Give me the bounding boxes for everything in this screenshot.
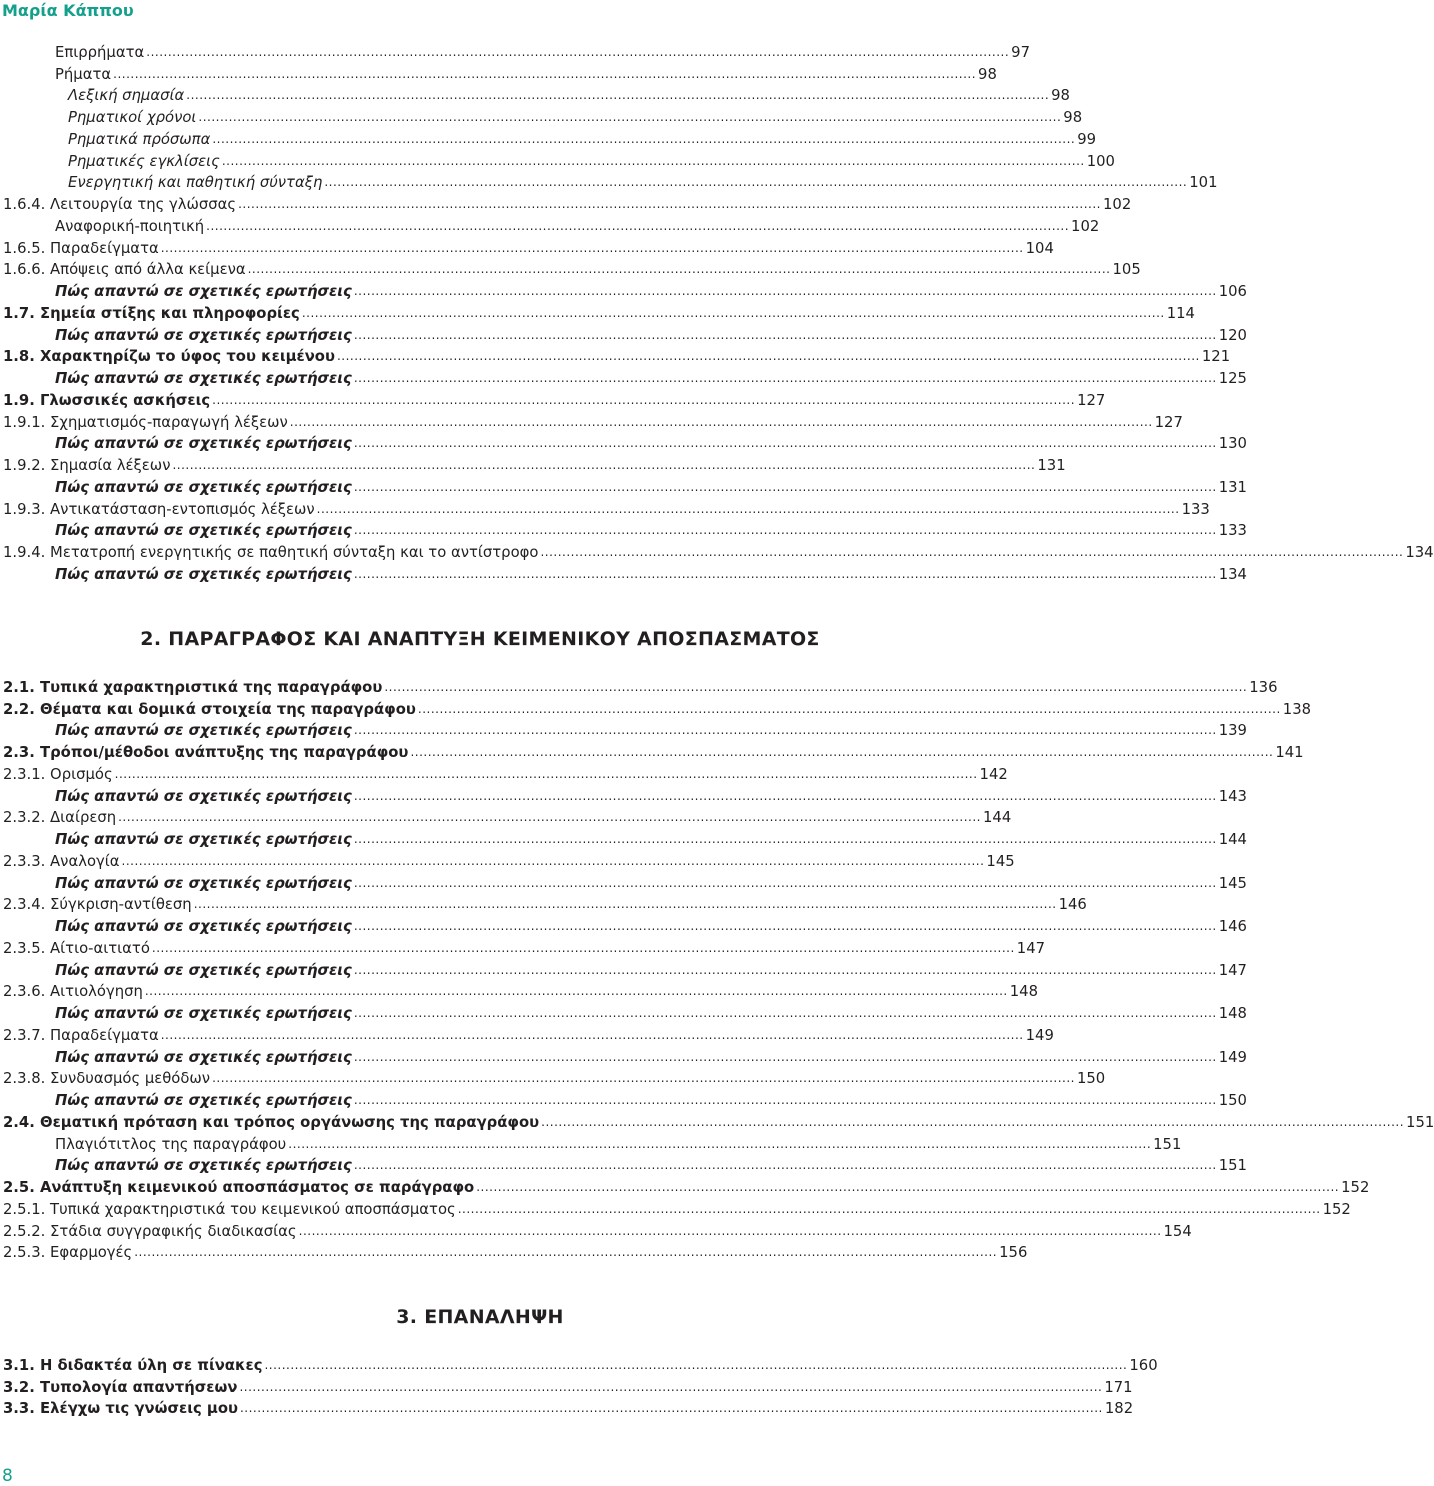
toc-entry[interactable] [0,1047,1247,1069]
toc-entry-page: 136 [1249,678,1278,696]
toc-entry-page: 133 [1218,522,1247,540]
toc-entry[interactable] [0,64,997,86]
toc-entry[interactable] [0,390,1106,412]
toc-leader-dots: ........................................................................................................................................................................................................ [239,1401,1103,1416]
toc-entry-label: Αναφορική-ποιητική [55,217,205,235]
toc-entry-page: 143 [1218,787,1247,805]
toc-entry-label: Πώς απαντώ σε σχετικές ερωτήσεις [55,565,352,583]
toc-entry-page: 152 [1341,1179,1370,1197]
toc-entry-page: 142 [979,765,1008,783]
toc-leader-dots: ........................................................................................................................................................................................................ [160,1027,1024,1042]
section-title-paragraph: 2. ΠΑΡΑΓΡΑΦΟΣ ΚΑΙ ΑΝΑΠΤΥΞΗ ΚΕΙΜΕΝΙΚΟΥ ΑΠΟΣΠΑΣΜΑΤΟΣ [140,628,820,650]
toc-entry[interactable] [0,107,1083,129]
toc-entry[interactable] [0,216,1100,238]
toc-entry-label: Πώς απαντώ σε σχετικές ερωτήσεις [55,831,352,849]
toc-leader-dots: ........................................................................................................................................................................................................ [298,1223,1162,1238]
toc-entry-page: 146 [1058,896,1087,914]
toc-entry-label: Πώς απαντώ σε σχετικές ερωτήσεις [55,1005,352,1023]
toc-leader-dots: ........................................................................................................................................................................................................ [353,327,1217,342]
toc-entry[interactable] [0,1134,1182,1156]
toc-entry-page: 147 [1016,939,1046,957]
toc-entry-page: 149 [1218,1048,1247,1066]
toc-entry[interactable] [0,1177,1370,1199]
toc-entry[interactable] [0,434,1247,456]
toc-entry-label: 2.2. Θέματα και δομικά στοιχεία της παραγράφου [3,700,416,718]
toc-entry-label: Πώς απαντώ σε σχετικές ερωτήσεις [55,918,352,936]
toc-entry-page: 100 [1086,152,1115,170]
toc-entry-page: 133 [1181,500,1210,518]
toc-leader-dots: ........................................................................................................................................................................................................ [264,1357,1128,1372]
toc-leader-dots: ........................................................................................................................................................................................................ [417,701,1281,716]
toc-entry-page: 104 [1025,239,1054,257]
toc-entry[interactable] [0,1221,1192,1243]
toc-entry-label: Πώς απαντώ σε σχετικές ερωτήσεις [55,1157,352,1175]
toc-leader-dots: ........................................................................................................................................................................................................ [301,305,1165,320]
toc-entry-page: 145 [986,852,1015,870]
toc-entry-page: 139 [1218,722,1247,740]
toc-entry[interactable] [0,916,1247,938]
toc-entry[interactable] [0,42,1030,64]
toc-entry[interactable] [0,721,1247,743]
toc-entry[interactable] [0,895,1087,917]
toc-leader-dots: ........................................................................................................................................................................................................ [212,392,1076,407]
toc-leader-dots: ........................................................................................................................................................................................................ [353,1158,1217,1173]
toc-entry-page: 131 [1037,457,1066,475]
toc-entry-page: 149 [1025,1026,1054,1044]
toc-entry[interactable] [0,281,1247,303]
toc-entry[interactable] [0,1090,1247,1112]
toc-leader-dots: ........................................................................................................................................................................................................ [198,110,1062,125]
toc-entry-page: 134 [1405,544,1434,562]
toc-entry-page: 102 [1103,196,1132,214]
toc-entry[interactable] [0,786,1247,808]
toc-entry-page: 154 [1163,1222,1192,1240]
toc-entry-page: 171 [1104,1378,1133,1396]
toc-leader-dots: ........................................................................................................................................................................................................ [410,745,1274,760]
toc-entry-label: Πώς απαντώ σε σχετικές ερωτήσεις [55,1092,352,1110]
toc-leader-dots: ........................................................................................................................................................................................................ [353,1006,1217,1021]
toc-entry-label: 2.3.3. Αναλογία [3,852,120,870]
toc-entry-label: Πώς απαντώ σε σχετικές ερωτήσεις [55,435,352,453]
toc-entry[interactable] [0,173,1218,195]
toc-leader-dots: ........................................................................................................................................................................................................ [353,832,1217,847]
toc-entry[interactable] [0,238,1054,260]
toc-leader-dots: ........................................................................................................................................................................................................ [336,349,1200,364]
toc-entry[interactable] [0,129,1097,151]
toc-leader-dots: ........................................................................................................................................................................................................ [193,897,1057,912]
toc-entry[interactable] [0,260,1141,282]
toc-entry-page: 125 [1218,370,1247,388]
toc-entry[interactable] [0,325,1247,347]
toc-entry-page: 150 [1076,1070,1106,1088]
toc-entry-label: 1.6.4. Λειτουργία της γλώσσας [3,196,237,214]
toc-leader-dots: ........................................................................................................................................................................................................ [134,1245,998,1260]
toc-entry[interactable] [0,151,1115,173]
toc-leader-dots: ........................................................................................................................................................................................................ [541,1114,1405,1129]
toc-leader-dots: ........................................................................................................................................................................................................ [353,962,1217,977]
toc-entry[interactable] [0,1025,1054,1047]
toc-entry-label: 3.1. Η διδακτέα ύλη σε πίνακες [3,1356,263,1374]
toc-entry-label: 3.3. Ελέγχω τις γνώσεις μου [3,1400,238,1418]
toc-entry-label: 2.3.4. Σύγκριση-αντίθεση [3,896,192,914]
toc-entry-label: 1.9.4. Μετατροπή ενεργητικής σε παθητική σύνταξη και το αντίστροφο [3,544,539,562]
toc-entry-label: Πώς απαντώ σε σχετικές ερωτήσεις [55,478,352,496]
toc-entry-label: Πώς απαντώ σε σχετικές ερωτήσεις [55,326,352,344]
toc-leader-dots: ........................................................................................................................................................................................................ [118,810,981,825]
toc-leader-dots: ........................................................................................................................................................................................................ [353,919,1217,934]
toc-entry-label: Λεξική σημασία [68,87,185,105]
toc-entry-page: 182 [1104,1400,1134,1418]
toc-entry-label: Ρηματικοί χρόνοι [68,109,197,127]
toc-entry-page: 151 [1406,1113,1434,1131]
toc-leader-dots: ........................................................................................................................................................................................................ [324,175,1188,190]
toc-leader-dots: ........................................................................................................................................................................................................ [457,1201,1321,1216]
toc-entry[interactable] [0,1003,1247,1025]
toc-entry-label: 2.3.5. Αίτιο-αιτιατό [3,939,150,957]
toc-entry-page: 99 [1077,130,1097,148]
toc-leader-dots: ........................................................................................................................................................................................................ [146,44,1010,59]
toc-entry-page: 130 [1218,435,1247,453]
toc-entry[interactable] [0,194,1132,216]
toc-leader-dots: ........................................................................................................................................................................................................ [353,523,1217,538]
toc-entry-label: 2.3.2. Διαίρεση [3,809,117,827]
toc-leader-dots: ........................................................................................................................................................................................................ [476,1180,1340,1195]
toc-entry[interactable] [0,677,1278,699]
toc-entry-page: 102 [1071,217,1100,235]
toc-leader-dots: ........................................................................................................................................................................................................ [353,566,1217,581]
toc-entry-page: 106 [1218,283,1247,301]
toc-entry[interactable] [0,1199,1351,1221]
toc-entry-label: Πλαγιότιτλος της παραγράφου [55,1135,287,1153]
toc-entry-label: Πώς απαντώ σε σχετικές ερωτήσεις [55,961,352,979]
toc-entry[interactable] [0,499,1210,521]
toc-entry-label: 1.8. Χαρακτηρίζω το ύφος του κειμένου [3,348,335,366]
toc-entry-page: 127 [1154,413,1183,431]
toc-leader-dots: ........................................................................................................................................................................................................ [206,218,1070,233]
toc-leader-dots: ........................................................................................................................................................................................................ [239,1379,1103,1394]
toc-entry-page: 148 [1009,983,1038,1001]
toc-entry-label: 1.9. Γλωσσικές ασκήσεις [3,391,211,409]
toc-entry-page: 145 [1218,874,1247,892]
toc-entry-label: Ρηματικά πρόσωπα [68,130,211,148]
toc-entry-label: 3.2. Τυπολογία απαντήσεων [3,1378,238,1396]
toc-entry-page: 134 [1218,565,1247,583]
toc-entry-label: 2.4. Θεματική πρόταση και τρόπος οργάνωσης της παραγράφου [3,1113,540,1131]
toc-entry-label: 2.5.3. Εφαρμογές [3,1244,133,1262]
toc-entry-page: 138 [1282,700,1312,718]
toc-entry-label: 2.3.6. Αιτιολόγηση [3,983,143,1001]
toc-entry-label: Επιρρήματα [55,43,145,61]
toc-entry-label: 1.9.1. Σχηματισμός-παραγωγή λέξεων [3,413,288,431]
toc-leader-dots: ........................................................................................................................................................................................................ [353,1049,1217,1064]
toc-entry-label: 2.3. Τρόποι/μέθοδοι ανάπτυξης της παραγράφου [3,744,409,762]
toc-entry-label: 1.6.5. Παραδείγματα [3,239,159,257]
author-header: Μαρία Κάππου [2,1,134,20]
toc-entry-page: 105 [1112,261,1141,279]
toc-leader-dots: ........................................................................................................................................................................................................ [353,479,1217,494]
toc-entry[interactable] [0,742,1304,764]
toc-leader-dots: ........................................................................................................................................................................................................ [288,1136,1152,1151]
toc-leader-dots: ........................................................................................................................................................................................................ [353,284,1217,299]
toc-entry-page: 127 [1077,391,1106,409]
toc-entry[interactable] [0,764,1008,786]
toc-entry[interactable] [0,86,1070,108]
toc-entry-page: 131 [1218,478,1247,496]
toc-entry-label: Πώς απαντώ σε σχετικές ερωτήσεις [55,787,352,805]
toc-entry[interactable] [0,368,1247,390]
toc-entry-page: 97 [1011,43,1030,61]
toc-entry[interactable] [0,521,1247,543]
toc-entry-page: 98 [978,65,997,83]
toc-leader-dots: ........................................................................................................................................................................................................ [353,371,1217,386]
toc-entry[interactable] [0,829,1247,851]
toc-entry-page: 120 [1218,326,1247,344]
toc-leader-dots: ........................................................................................................................................................................................................ [353,436,1217,451]
toc-leader-dots: ........................................................................................................................................................................................................ [212,1071,1075,1086]
toc-entry-label: Ενεργητική και παθητική σύνταξη [68,174,323,192]
page-number: 8 [2,1466,13,1486]
toc-entry-label: 2.5.1. Τυπικά χαρακτηριστικά του κειμενικού αποσπάσματος [3,1200,456,1218]
toc-entry-page: 144 [1218,831,1247,849]
toc-entry[interactable] [0,412,1183,434]
toc-leader-dots: ........................................................................................................................................................................................................ [289,414,1153,429]
toc-entry[interactable] [0,1399,1134,1421]
toc-entry-label: 2.5.2. Στάδια συγγραφικής διαδικασίας [3,1222,297,1240]
toc-entry-page: 147 [1218,961,1247,979]
toc-leader-dots: ........................................................................................................................................................................................................ [238,197,1101,212]
toc-leader-dots: ........................................................................................................................................................................................................ [186,88,1050,103]
toc-entry-label: 2.5. Ανάπτυξη κειμενικού αποσπάσματος σε παράγραφο [3,1179,475,1197]
toc-leader-dots: ........................................................................................................................................................................................................ [384,679,1248,694]
toc-entry-page: 160 [1129,1356,1158,1374]
toc-entry-page: 98 [1063,109,1083,127]
toc-entry[interactable] [0,1069,1106,1091]
toc-entry[interactable] [0,1112,1434,1134]
toc-entry[interactable] [0,851,1015,873]
toc-entry-page: 101 [1189,174,1218,192]
toc-leader-dots: ........................................................................................................................................................................................................ [353,1093,1217,1108]
toc-entry-label: Πώς απαντώ σε σχετικές ερωτήσεις [55,722,352,740]
toc-entry-page: 150 [1218,1092,1247,1110]
toc-entry[interactable] [0,1243,1028,1265]
toc-entry[interactable] [0,982,1038,1004]
section-title-review: 3. ΕΠΑΝΑΛΗΨΗ [396,1306,564,1328]
toc-entry-label: Πώς απαντώ σε σχετικές ερωτήσεις [55,370,352,388]
toc-entry[interactable] [0,542,1434,564]
toc-entry-page: 141 [1275,744,1304,762]
toc-entry-label: 1.7. Σημεία στίξης και πληροφορίες [3,304,300,322]
toc-entry-label: 2.3.7. Παραδείγματα [3,1026,159,1044]
toc-leader-dots: ........................................................................................................................................................................................................ [113,66,977,81]
toc-entry-page: 146 [1218,918,1247,936]
toc-leader-dots: ........................................................................................................................................................................................................ [160,240,1024,255]
toc-entry[interactable] [0,1156,1247,1178]
toc-leader-dots: ........................................................................................................................................................................................................ [114,766,978,781]
toc-entry-label: 2.1. Τυπικά χαρακτηριστικά της παραγράφου [3,678,383,696]
toc-entry-page: 148 [1218,1005,1247,1023]
toc-entry[interactable] [0,873,1247,895]
toc-entry-page: 144 [982,809,1012,827]
toc-entry[interactable] [0,960,1247,982]
toc-entry-label: Ρηματικές εγκλίσεις [68,152,220,170]
toc-entry-page: 152 [1322,1200,1351,1218]
toc-entry[interactable] [0,938,1046,960]
toc-entry-page: 114 [1166,304,1195,322]
toc-entry[interactable] [0,1377,1133,1399]
toc-leader-dots: ........................................................................................................................................................................................................ [151,940,1015,955]
toc-entry-page: 151 [1153,1135,1182,1153]
toc-entry[interactable] [0,477,1247,499]
toc-leader-dots: ........................................................................................................................................................................................................ [353,723,1217,738]
toc-entry-label: Πώς απαντώ σε σχετικές ερωτήσεις [55,522,352,540]
toc-leader-dots: ........................................................................................................................................................................................................ [353,875,1217,890]
toc-entry-page: 121 [1201,348,1231,366]
toc-entry-label: Πώς απαντώ σε σχετικές ερωτήσεις [55,874,352,892]
toc-leader-dots: ........................................................................................................................................................................................................ [212,131,1076,146]
toc-entry[interactable] [0,564,1247,586]
toc-entry-label: Ρήματα [55,65,112,83]
toc-entry[interactable] [0,455,1066,477]
toc-entry-label: 1.9.3. Αντικατάσταση-εντοπισμός λέξεων [3,500,315,518]
toc-entry-label: 1.9.2. Σημασία λέξεων [3,457,171,475]
toc-leader-dots: ........................................................................................................................................................................................................ [540,545,1404,560]
toc-leader-dots: ........................................................................................................................................................................................................ [221,153,1085,168]
toc-entry[interactable] [0,699,1312,721]
toc-leader-dots: ........................................................................................................................................................................................................ [144,984,1008,999]
toc-entry-label: 1.6.6. Απόψεις από άλλα κείμενα [3,261,246,279]
toc-entry-label: 2.3.1. Ορισμός [3,765,113,783]
toc-entry-page: 156 [999,1244,1028,1262]
toc-entry-page: 98 [1051,87,1070,105]
toc-leader-dots: ........................................................................................................................................................................................................ [353,788,1217,803]
toc-entry[interactable] [0,347,1231,369]
toc-leader-dots: ........................................................................................................................................................................................................ [247,262,1111,277]
toc-entry[interactable] [0,303,1195,325]
toc-entry-label: Πώς απαντώ σε σχετικές ερωτήσεις [55,283,352,301]
toc-leader-dots: ........................................................................................................................................................................................................ [316,501,1180,516]
toc-leader-dots: ........................................................................................................................................................................................................ [121,853,985,868]
toc-entry-label: 2.3.8. Συνδυασμός μεθόδων [3,1070,211,1088]
toc-entry[interactable] [0,808,1012,830]
toc-entry[interactable] [0,1355,1158,1377]
toc-entry-label: Πώς απαντώ σε σχετικές ερωτήσεις [55,1048,352,1066]
toc-leader-dots: ........................................................................................................................................................................................................ [172,458,1036,473]
toc-entry-page: 151 [1218,1157,1247,1175]
